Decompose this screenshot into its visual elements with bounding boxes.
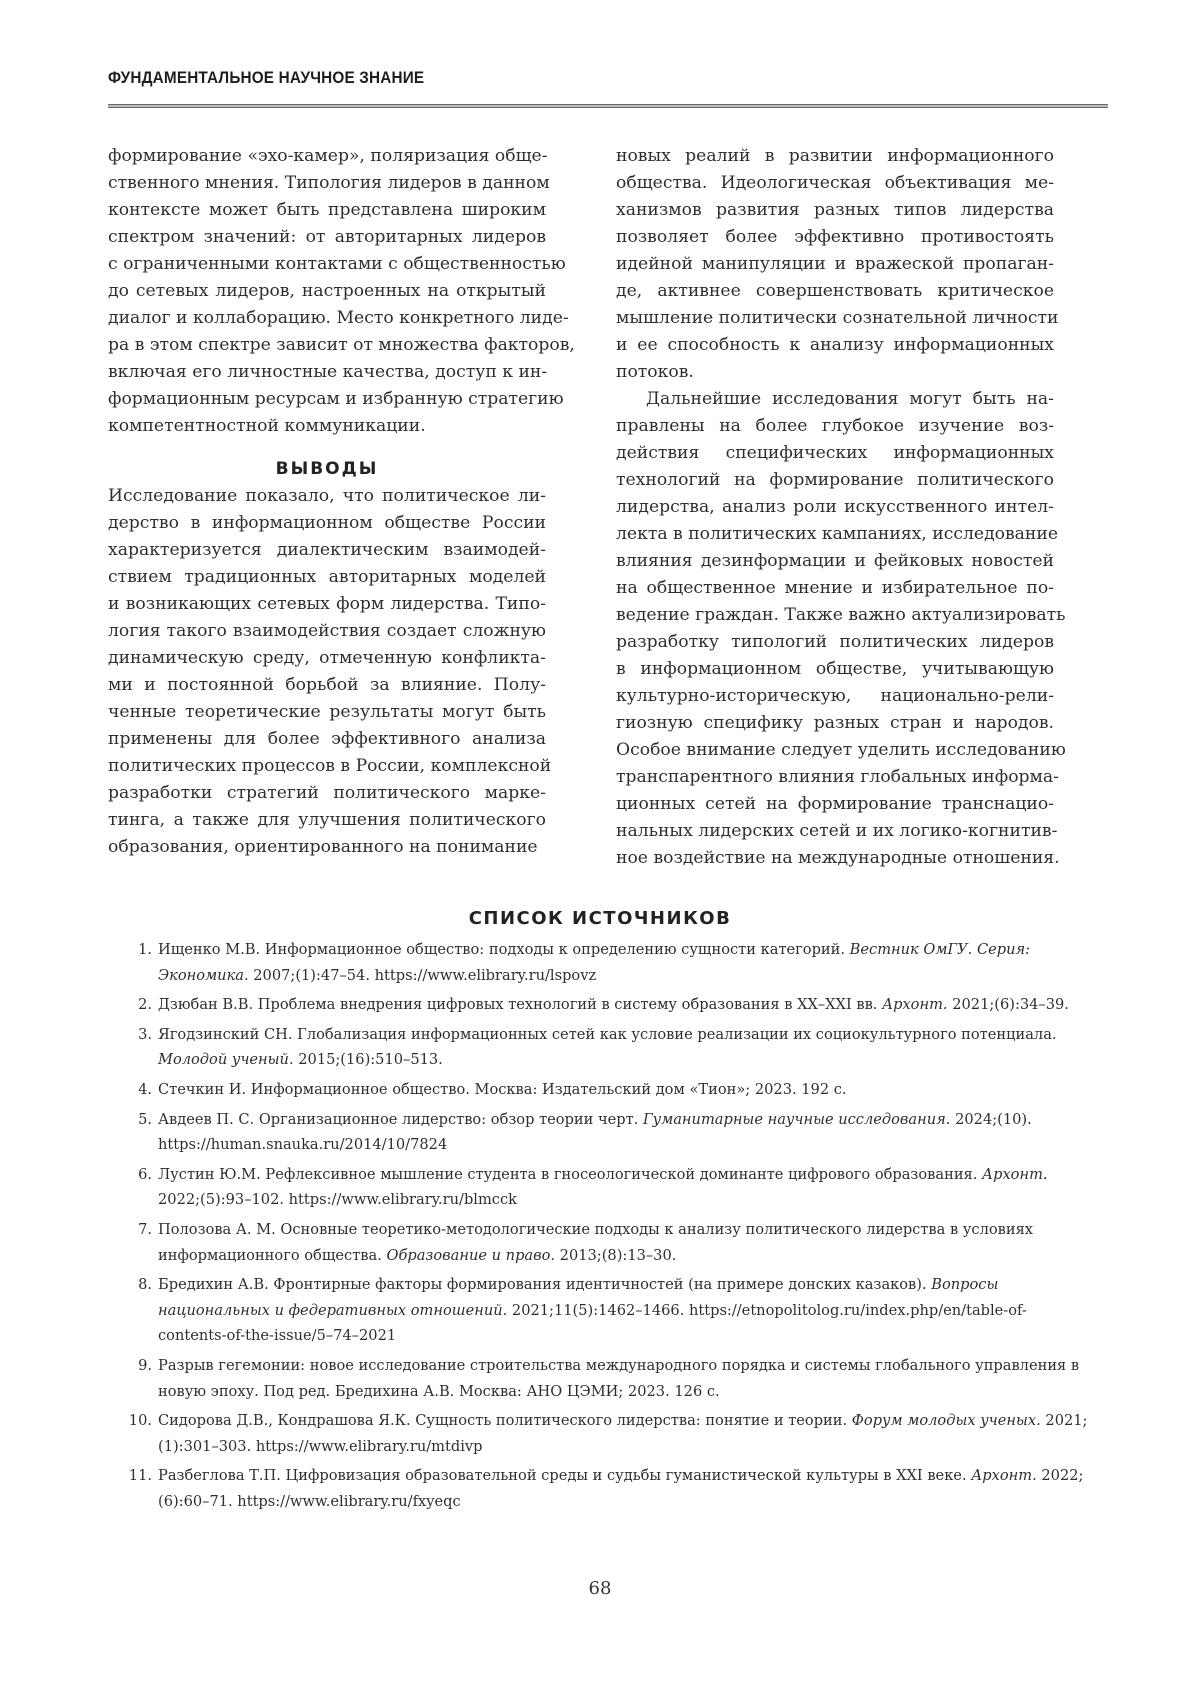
reference-item [128,1272,1088,1349]
references-heading: СПИСОК ИСТОЧНИКОВ [468,908,732,929]
references-list [128,937,1088,1518]
text-line: идейной манипуляции и вражеской пропаган- [616,254,1054,274]
reference-text: Ягодзинский СН. Глобализация информационных сетей как условие реализации их социокультурного потенциала. [158,1025,1057,1043]
text-line: тинга, а также для улучшения политического [108,810,546,830]
text-line: политических процессов в России, комплексной [108,756,552,776]
text-line: лекта в политических кампаниях, исследование [616,524,1059,544]
reference-text: Стечкин И. Информационное общество. Москва: Издательский дом «Тион»; 2023. 192 с. [158,1080,847,1098]
left-paragraph-2 [108,483,552,861]
reference-number: 3. [138,1025,152,1043]
reference-text: Разбеглова Т.П. Цифровизация образовательной среды и судьбы гуманистической культуры в XXI веке. [158,1467,972,1485]
text-line: контексте может быть представлена широким [108,200,546,220]
reference-text: Бредихин А.В. Фронтирные факторы формирования идентичностей (на примере донских казаков). [158,1276,932,1294]
reference-number: 2. [138,996,152,1014]
reference-journal: Вестник ОмГУ. Серия: Экономика. [158,941,1031,984]
text-line: ственного мнения. Типология лидеров в данном [108,173,550,193]
text-line: образования, ориентированного на понимание [108,837,538,857]
reference-number: 6. [138,1165,152,1183]
right-column [616,143,1066,872]
text-line: характеризуется диалектическим взаимодей- [108,540,546,560]
text-line: разработки стратегий политического марке- [108,783,546,803]
text-line: ствием традиционных авторитарных моделей [108,567,546,587]
right-paragraph-1 [616,143,1059,386]
reference-number: 5. [138,1110,152,1128]
text-line: технологий на формирование политического [616,470,1054,490]
reference-journal: Форум молодых ученых. [851,1412,1041,1430]
reference-number: 7. [138,1220,152,1238]
reference-number: 4. [138,1080,152,1098]
right-paragraph-2 [616,386,1066,872]
text-line: мышление политически сознательной личности [616,308,1059,328]
text-line: дерство в информационном обществе России [108,513,546,533]
text-line: транспарентного влияния глобальных информа- [616,767,1059,787]
text-line: логия такого взаимодействия создает сложную [108,621,546,641]
reference-details: 2007;(1):47–54. https://www.elibrary.ru/lspovz [248,966,597,984]
reference-details: 2013;(8):13–30. [555,1246,677,1264]
text-line: правлены на более глубокое изучение воз- [616,416,1054,436]
reference-journal: Вопросы национальных и федеративных отношений. [158,1276,999,1319]
reference-details: 2021;(1):301–303. https://www.elibrary.ru/mtdivp [158,1412,1088,1455]
text-line: до сетевых лидеров, настроенных на открытый [108,281,546,301]
text-line: гиозную специфику разных стран и народов. [616,713,1054,733]
text-line: с ограниченными контактами с общественностью [108,254,566,274]
reference-text: Авдеев П. С. Организационное лидерство: обзор теории черт. [158,1110,643,1128]
text-line: диалог и коллаборацию. Место конкретного лиде- [108,308,569,328]
text-line: ное воздействие на международные отношения. [616,848,1060,868]
reference-item [128,992,1088,1018]
text-line: формирование «эхо-камер», поляризация обще- [108,146,548,166]
text-line: формационным ресурсам и избранную стратегию [108,389,564,409]
reference-item [128,1107,1088,1158]
text-line: культурно-историческую, национально-рели- [616,686,1054,706]
text-line: ведение граждан. Также важно актуализировать [616,605,1066,625]
reference-journal: Архонт. [982,1165,1048,1183]
text-line: Дальнейшие исследования могут быть на- [646,389,1054,409]
text-line: действия специфических информационных [616,443,1054,463]
text-line: общества. Идеологическая объективация ме- [616,173,1054,193]
text-line: применены для более эффективного анализа [108,729,546,749]
page-number: 68 [588,1578,612,1599]
text-line: разработку типологий политических лидеров [616,632,1054,652]
text-line: спектром значений: от авторитарных лидеров [108,227,546,247]
reference-item [128,1162,1088,1213]
header-rule [108,104,1108,108]
left-paragraph-1 [108,143,575,440]
running-title: ФУНДАМЕНТАЛЬНОЕ НАУЧНОЕ ЗНАНИЕ [108,68,425,87]
text-line: позволяет более эффективно противостоять [616,227,1054,247]
reference-journal: Архонт. [882,996,948,1014]
reference-number: 11. [128,1467,152,1485]
reference-journal: Гуманитарные научные исследования. [643,1110,951,1128]
reference-number: 9. [138,1356,152,1374]
reference-item [128,1077,1088,1103]
reference-journal: Молодой ученый. [158,1051,294,1069]
text-line: ханизмов развития разных типов лидерства [616,200,1054,220]
text-line: потоков. [616,362,694,382]
reference-item [128,1022,1088,1073]
reference-number: 8. [138,1276,152,1294]
conclusions-heading: ВЫВОДЫ [275,459,379,479]
text-line: компетентностной коммуникации. [108,416,426,436]
text-line: ми и постоянной борьбой за влияние. Полу- [108,675,546,695]
text-line: нальных лидерских сетей и их логико-когнитив- [616,821,1058,841]
text-line: в информационном обществе, учитывающую [616,659,1054,679]
text-line: де, активнее совершенствовать критическое [616,281,1054,301]
reference-number: 10. [128,1412,152,1430]
reference-item [128,1217,1088,1268]
reference-details: 2021;11(5):1462–1466. https://etnopolitolog.ru/index.php/en/table-of-contents-of-the-issue/5–74–2021 [158,1301,1027,1345]
reference-text: Разрыв гегемонии: новое исследование строительства международного порядка и системы глобального управления в новую эпоху. Под ред. Бредихина А.В. Москва: АНО ЦЭМИ; 2023. 126 с. [158,1356,1080,1400]
text-line: ра в этом спектре зависит от множества факторов, [108,335,575,355]
text-line: и ее способность к анализу информационных [616,335,1054,355]
text-line: Исследование показало, что политическое ли- [108,486,546,506]
left-column [108,143,575,861]
text-line: лидерства, анализ роли искусственного интел- [616,497,1054,517]
text-line: ционных сетей на формирование транснацио- [616,794,1054,814]
text-line: включая его личностные качества, доступ к ин- [108,362,548,382]
text-line: Особое внимание следует уделить исследованию [616,740,1066,760]
reference-text: Ищенко М.В. Информационное общество: подходы к определению сущности категорий. [158,941,850,958]
reference-item [128,1408,1088,1459]
reference-item [128,937,1088,988]
reference-journal: Архонт. [971,1467,1037,1485]
reference-details: 2022;(5):93–102. https://www.elibrary.ru/blmcck [158,1191,517,1209]
reference-details: 2022;(6):60–71. https://www.elibrary.ru/fxyeqc [158,1467,1084,1510]
reference-details: 2024;(10). https://human.snauka.ru/2014/10/7824 [158,1110,1032,1154]
reference-text: Сидорова Д.В., Кондрашова Я.К. Сущность политического лидерства: понятие и теории. [158,1412,852,1430]
text-line: влияния дезинформации и фейковых новостей [616,551,1054,571]
reference-item [128,1463,1088,1514]
reference-details: 2015;(16):510–513. [293,1051,443,1069]
text-line: и возникающих сетевых форм лидерства. Типо- [108,594,546,614]
reference-text: Лустин Ю.М. Рефлексивное мышление студента в гносеологической доминанте цифрового образования. [158,1165,983,1183]
reference-text: Дзюбан В.В. Проблема внедрения цифровых технологий в систему образования в XX–XXI вв. [158,996,883,1014]
text-line: ченные теоретические результаты могут быть [108,702,546,722]
reference-text: Полозова А. М. Основные теоретико-методологические подходы к анализу политического лидерства в условиях информационного общества. [158,1220,1034,1264]
reference-details: 2021;(6):34–39. [947,996,1069,1014]
text-line: новых реалий в развитии информационного [616,146,1054,166]
text-line: на общественное мнение и избирательное по- [616,578,1054,598]
reference-journal: Образование и право. [386,1246,556,1264]
reference-number: 1. [138,941,152,958]
reference-item [128,1353,1088,1404]
text-line: динамическую среду, отмеченную конфликта- [108,648,546,668]
